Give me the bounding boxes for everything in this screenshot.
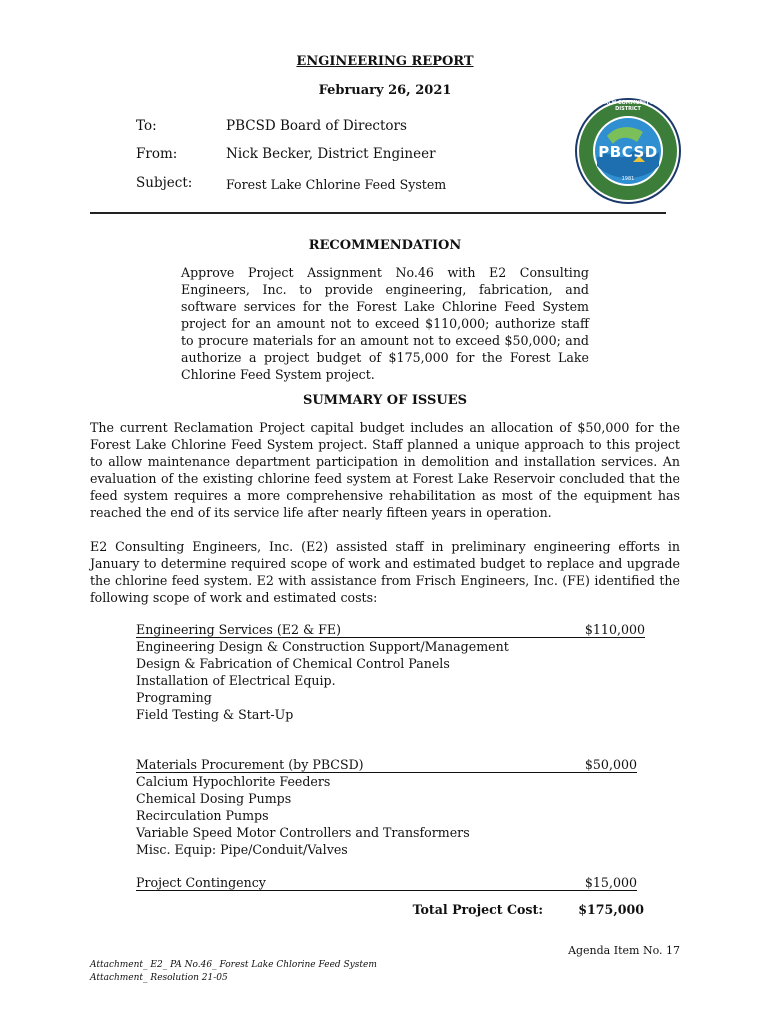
report-title: ENGINEERING REPORT [296,54,474,69]
materials-procurement-label: Materials Procurement (by PBCSD) [136,757,364,772]
from-value: Nick Becker, District Engineer [226,146,436,162]
engineering-underline [136,637,645,638]
agenda-item: Agenda Item No. 17 [568,944,680,957]
materials-item: Chemical Dosing Pumps [136,791,292,806]
materials-item: Calcium Hypochlorite Feeders [136,774,331,789]
engineering-item: Installation of Electrical Equip. [136,673,336,688]
engineering-amount: $110,000 [584,622,645,637]
header-divider [90,212,666,214]
from-label: From: [136,146,178,162]
summary-paragraph-1: The current Reclamation Project capital budget includes an allocation of $50,000 for the Forest Lake Chlorine Feed System project. Staff planned a unique approach to this project to allow maintenance department participation in demolition and installation services. An evaluation of the existing chlorine feed system at Forest Lake Reservoir concluded that the feed system requires a more comprehensive rehabilitation as most of the equipment has reached the end of its service life after nearly fifteen years in operation. [90,420,680,520]
to-value: PBCSD Board of Directors [226,118,407,134]
district-seal [573,96,683,206]
recommendation-heading: RECOMMENDATION [308,238,462,253]
materials-amount: $50,000 [584,757,637,772]
recommendation-text: Approve Project Assignment No.46 with E2 Consulting Engineers, Inc. to provide engineering, fabrication, and software services for the Forest Lake Chlorine Feed System project for an amount not to exceed $110,000; authorize staff to procure materials for an amount not to exceed $50,000; and authorize a project budget of $175,000 for the Forest Lake Chlorine Feed System project. [181,265,589,382]
engineering-item: Programing [136,690,212,705]
report-date: February 26, 2021 [318,83,452,98]
attachment-line-1: Attachment_ E2_ PA No.46_ Forest Lake Chlorine Feed System [90,960,377,970]
engineering-services-label: Engineering Services (E2 & FE) [136,622,342,637]
seal-founded: 1981 [621,176,635,182]
engineering-item: Design & Fabrication of Chemical Control Panels [136,656,450,671]
seal-center-text: PBCSD [598,143,658,161]
engineering-item: Field Testing & Start-Up [136,707,294,722]
materials-item: Misc. Equip: Pipe/Conduit/Valves [136,842,348,857]
subject-value: Forest Lake Chlorine Feed System [226,177,447,192]
seal-outer-text: PEBBLE BEACH COMMUNITY SERVICES DISTRICT [574,100,682,112]
materials-item: Recirculation Pumps [136,808,269,823]
summary-heading: SUMMARY OF ISSUES [302,393,468,408]
total-label: Total Project Cost: [412,902,543,917]
total-amount: $175,000 [578,902,644,917]
materials-item: Variable Speed Motor Controllers and Transformers [136,825,470,840]
summary-paragraph-2: E2 Consulting Engineers, Inc. (E2) assisted staff in preliminary engineering efforts in January to determine required scope of work and estimated budget to replace and upgrade the chlorine feed system. E2 with assistance from Frisch Engineers, Inc. (FE) identified the following scope of work and estimated costs: [90,539,680,605]
materials-underline [136,772,637,773]
contingency-amount: $15,000 [584,875,637,890]
subject-label: Subject: [136,175,193,191]
engineering-item: Engineering Design & Construction Support/Management [136,639,509,654]
contingency-label: Project Contingency [136,875,266,890]
contingency-underline [136,890,637,891]
attachment-line-2: Attachment_ Resolution 21-05 [90,973,228,983]
to-label: To: [136,118,157,134]
